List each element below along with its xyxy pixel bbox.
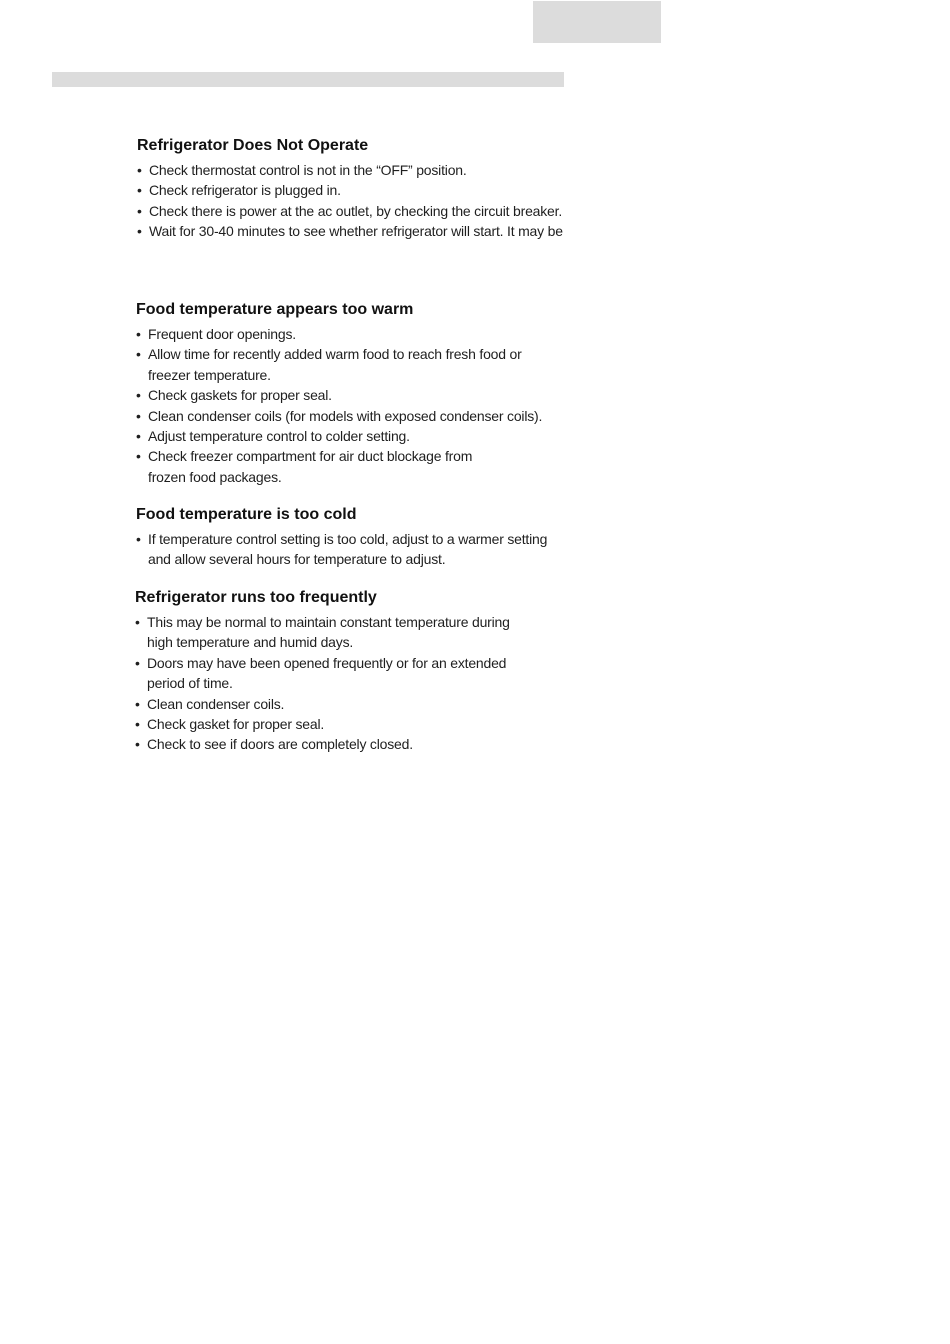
list-item-text-continued: and allow several hours for temperature to adjust.	[148, 551, 446, 568]
list-item	[135, 653, 510, 694]
bullet-icon: •	[136, 407, 141, 424]
list-item-text: Check gaskets for proper seal.	[148, 387, 332, 404]
list-item-text: Doors may have been opened frequently or for an extended	[147, 654, 507, 671]
list-item-text: Adjust temperature control to colder setting.	[148, 428, 410, 445]
bullet-icon: •	[137, 182, 142, 199]
bullet-icon: •	[136, 346, 141, 363]
bullet-list	[136, 324, 542, 487]
list-item-text: Check there is power at the ac outlet, by checking the circuit breaker.	[149, 202, 563, 219]
list-item-text: If temperature control setting is too cold, adjust to a warmer setting	[148, 531, 548, 547]
list-item-text-continued: period of time.	[147, 675, 233, 692]
list-item	[136, 529, 547, 570]
list-item-text: Check refrigerator is plugged in.	[149, 182, 341, 199]
list-item	[137, 160, 563, 180]
bullet-icon: •	[136, 428, 141, 445]
list-item-text: Check gasket for proper seal.	[147, 716, 325, 733]
list-item	[136, 344, 542, 385]
bullet-icon: •	[137, 223, 142, 240]
bullet-icon: •	[135, 695, 140, 712]
bullet-list	[136, 529, 547, 570]
list-item	[136, 385, 542, 405]
list-item	[136, 446, 542, 487]
list-item-text: Check to see if doors are completely closed.	[147, 736, 413, 753]
bullet-icon: •	[136, 448, 141, 465]
bullet-icon: •	[135, 654, 140, 671]
section-runs-too-frequently	[135, 587, 510, 755]
bullet-icon: •	[137, 162, 142, 178]
bullet-icon: •	[135, 736, 140, 753]
bullet-icon: •	[137, 202, 142, 219]
section-food-too-cold	[136, 504, 547, 570]
section-food-too-warm	[136, 299, 542, 487]
bullet-icon: •	[136, 326, 141, 342]
bullet-icon: •	[136, 531, 141, 547]
list-item-text: Clean condenser coils.	[147, 695, 285, 712]
list-item	[137, 221, 563, 241]
list-item	[135, 612, 510, 653]
section-heading: Refrigerator Does Not Operate	[137, 137, 369, 154]
list-item-text: Allow time for recently added warm food to reach fresh food or	[148, 346, 522, 363]
section-heading: Refrigerator runs too frequently	[135, 589, 377, 606]
section-content	[137, 135, 563, 252]
list-item-text: Check thermostat control is not in the “OFF” position.	[149, 162, 467, 178]
list-item	[135, 714, 510, 734]
corner-tab	[533, 1, 661, 43]
bullet-icon: •	[135, 614, 140, 630]
list-item-text-continued: frozen food packages.	[148, 468, 282, 485]
list-item-text: Clean condenser coils (for models with exposed condenser coils).	[148, 407, 543, 424]
list-item	[136, 426, 542, 446]
list-item-text: Wait for 30-40 minutes to see whether refrigerator will start. It may be	[149, 223, 563, 240]
list-item-text-continued: freezer temperature.	[148, 366, 271, 383]
section-heading: Food temperature is too cold	[136, 506, 357, 523]
list-item	[135, 734, 510, 754]
header-bar	[52, 72, 564, 87]
bullet-list	[137, 160, 563, 242]
list-item	[135, 694, 510, 714]
list-item-text: Frequent door openings.	[148, 326, 296, 342]
bullet-list	[135, 612, 510, 755]
list-item-text: This may be normal to maintain constant temperature during	[147, 614, 510, 630]
list-item	[136, 324, 542, 344]
list-item	[136, 406, 542, 426]
list-item	[137, 180, 563, 200]
bullet-icon: •	[135, 716, 140, 733]
section-refrigerator-does-not-operate	[137, 135, 563, 252]
list-item-text: Check freezer compartment for air duct blockage from	[148, 448, 473, 465]
section-heading: Food temperature appears too warm	[136, 301, 414, 318]
list-item	[137, 201, 563, 221]
bullet-icon: •	[136, 387, 141, 404]
list-item-text-continued: high temperature and humid days.	[147, 634, 354, 651]
